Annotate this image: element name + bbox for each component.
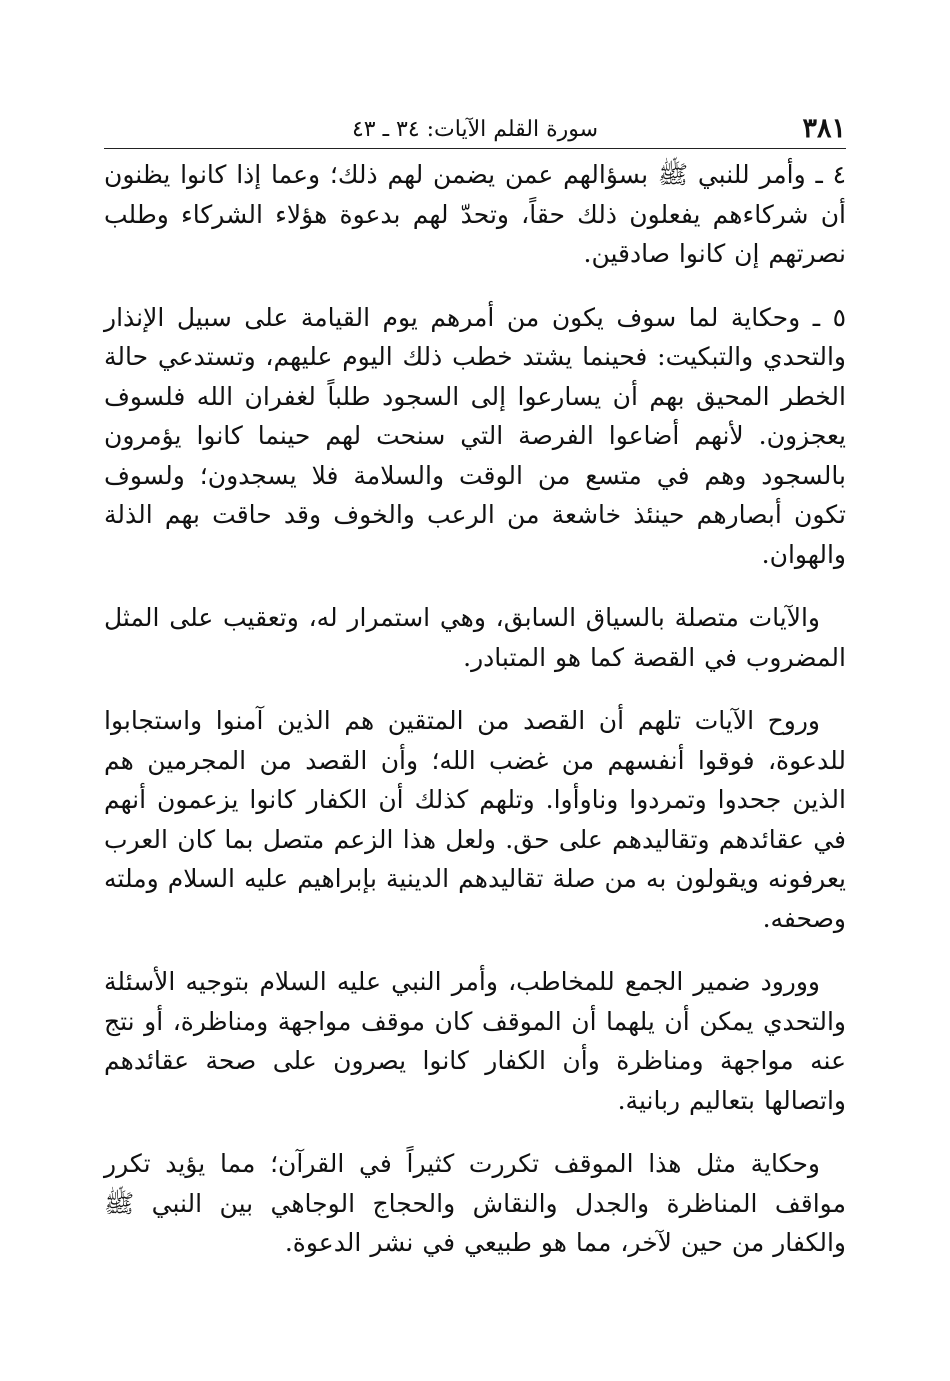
page-number: ٣٨١ bbox=[802, 113, 846, 144]
paragraph-context: والآيات متصلة بالسياق السابق، وهي استمرار له، وتعقيب على المثل المضروب في القصة كما هو المتبادر. bbox=[104, 603, 846, 672]
paragraph-spirit-of-verses: وروح الآيات تلهم أن القصد من المتقين هم الذين آمنوا واستجابوا للدعوة، فوقوا أنفسهم من غضب الله؛ وأن القصد من المجرمين هم الذين جحدوا وتمردوا وناوأوا. وتلهم كذلك أن الكفار كانوا يزعمون أنهم في عقائدهم وتقاليدهم على حق. ولعل هذا الزعم متصل بما كان العرب يعرفونه ويقولون به من صلة تقاليدهم الدينية بإبراهيم عليه السلام وملته وصحفه. bbox=[104, 706, 846, 933]
body-text bbox=[104, 155, 846, 1263]
paragraph-plural-address: وورود ضمير الجمع للمخاطب، وأمر النبي عليه السلام بتوجيه الأسئلة والتحدي يمكن أن يلهما أن الموقف كان موقف مواجهة ومناظرة، أو نتج عنه مواجهة ومناظرة وأن الكفار كانوا يصرون على صحة عقائدهم واتصالها بتعاليم ربانية. bbox=[104, 967, 846, 1115]
chapter-title: سورة القلم الآيات: ٣٤ ـ ٤٣ bbox=[351, 117, 599, 142]
running-header bbox=[104, 112, 846, 149]
paragraph-repeated-stance: وحكاية مثل هذا الموقف تكررت كثيراً في القرآن؛ مما يؤيد تكرر مواقف المناظرة والجدل والنقاش والحجاج الوجاهي بين النبي ﷺ والكفار من حين لآخر، مما هو طبيعي في نشر الدعوة. bbox=[104, 1149, 846, 1257]
paragraph-point-4: ٤ ـ وأمر للنبي ﷺ بسؤالهم عمن يضمن لهم ذلك؛ وعما إذا كانوا يظنون أن شركاءهم يفعلون ذلك حقاً، وتحدّ لهم بدعوة هؤلاء الشركاء وطلب نصرتهم إن كانوا صادقين. bbox=[104, 160, 846, 268]
book-page bbox=[104, 112, 846, 1263]
paragraph-point-5: ٥ ـ وحكاية لما سوف يكون من أمرهم يوم القيامة على سبيل الإنذار والتحدي والتبكيت: فحينما يشتد خطب ذلك اليوم عليهم، وتستدعي حالة الخطر المحيق بهم أن يسارعوا إلى السجود طلباً لغفران الله فلسوف يعجزون. لأنهم أضاعوا الفرصة التي سنحت لهم حينما كانوا يؤمرون بالسجود وهم في متسع من الوقت والسلامة فلا يسجدون؛ ولسوف تكون أبصارهم حينئذ خاشعة من الرعب والخوف وقد حاقت بهم الذلة والهوان. bbox=[104, 302, 846, 569]
